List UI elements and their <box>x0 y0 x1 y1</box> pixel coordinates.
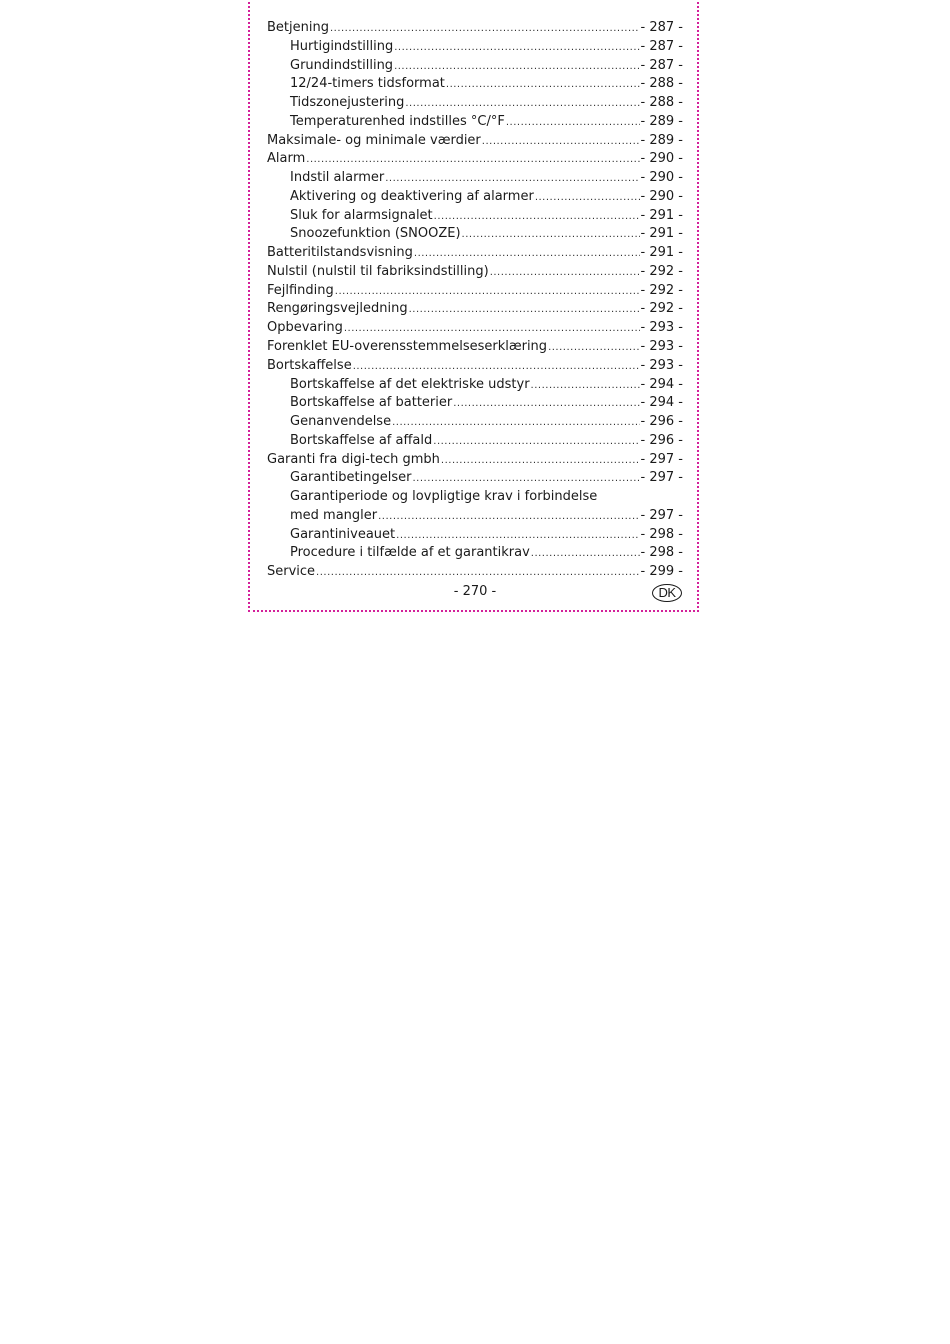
toc-entry-page: - 298 - <box>640 526 683 542</box>
toc-dot-leader <box>396 527 639 546</box>
toc-entry-page: - 290 - <box>640 188 683 204</box>
toc-dot-leader <box>353 358 640 377</box>
toc-entry-page: - 296 - <box>640 414 683 430</box>
toc-entry-title: Aktivering og deaktivering af alarmer <box>290 188 534 204</box>
toc-dot-leader <box>434 208 640 227</box>
toc-entry-page: - 291 - <box>640 245 683 261</box>
toc-entry-page: - 291 - <box>640 207 683 223</box>
toc-entry-page: - 289 - <box>640 113 683 129</box>
toc-entry-page: - 294 - <box>640 395 683 411</box>
toc-entry-title: Hurtigindstilling <box>290 38 394 54</box>
toc-entry-title: Grundindstilling <box>290 57 394 73</box>
toc-entry-page: - 292 - <box>640 282 683 298</box>
toc-entry-title: Garantiniveauet <box>290 526 396 542</box>
toc-dot-leader <box>306 151 639 170</box>
toc-dot-leader <box>531 545 640 564</box>
toc-entry[interactable] <box>267 488 683 507</box>
toc-entry[interactable] <box>267 394 683 413</box>
toc-entry-title: Garanti fra digi-tech gmbh <box>267 451 440 467</box>
toc-dot-leader <box>394 58 639 77</box>
toc-entry[interactable] <box>267 282 683 301</box>
toc-entry[interactable] <box>267 94 683 113</box>
toc-entry-page: - 290 - <box>640 170 683 186</box>
toc-entry-page: - 287 - <box>640 57 683 73</box>
toc-entry-title: Bortskaffelse af affald <box>290 432 433 448</box>
toc-entry-page: - 293 - <box>640 320 683 336</box>
toc-entry-page: - 287 - <box>640 38 683 54</box>
toc-entry-page: - 292 - <box>640 301 683 317</box>
toc-dot-leader <box>405 95 639 114</box>
toc-entry-page: - 293 - <box>640 357 683 373</box>
toc-entry[interactable] <box>267 38 683 57</box>
toc-entry-title: Garantibetingelser <box>290 470 412 486</box>
toc-entry-page: - 288 - <box>640 95 683 111</box>
toc-dot-leader <box>441 452 640 471</box>
toc-entry[interactable] <box>267 75 683 94</box>
toc-dot-leader <box>316 564 639 583</box>
toc-dot-leader <box>412 470 639 489</box>
page-number: - 270 - <box>453 584 497 599</box>
toc-dot-leader <box>378 508 639 527</box>
language-badge: DK <box>652 584 682 602</box>
toc-entry-page: - 297 - <box>640 451 683 467</box>
table-of-contents <box>267 19 683 582</box>
toc-entry[interactable] <box>267 169 683 188</box>
toc-dot-leader <box>462 226 640 245</box>
toc-dot-leader <box>394 39 639 58</box>
toc-entry-title: Rengøringsvejledning <box>267 301 408 317</box>
toc-entry[interactable] <box>267 338 683 357</box>
toc-dot-leader <box>490 264 640 283</box>
toc-entry[interactable] <box>267 376 683 395</box>
toc-entry[interactable] <box>267 300 683 319</box>
toc-entry-title: Indstil alarmer <box>290 170 385 186</box>
toc-dot-leader <box>506 114 640 133</box>
toc-entry-title: Batteritilstandsvisning <box>267 245 413 261</box>
toc-dot-leader <box>409 301 640 320</box>
toc-entry[interactable] <box>267 451 683 470</box>
toc-entry-page: - 297 - <box>640 507 683 523</box>
toc-entry-page: - 294 - <box>640 376 683 392</box>
toc-entry[interactable] <box>267 319 683 338</box>
toc-dot-leader <box>535 189 640 208</box>
toc-entry-title: Betjening <box>267 20 329 35</box>
toc-entry[interactable] <box>267 19 683 38</box>
toc-entry-title: Bortskaffelse <box>267 357 352 373</box>
toc-entry-title: Opbevaring <box>267 320 343 336</box>
toc-entry-page: - 291 - <box>640 226 683 242</box>
toc-entry-title: Fejlfinding <box>267 282 334 298</box>
toc-entry[interactable] <box>267 413 683 432</box>
toc-entry[interactable] <box>267 544 683 563</box>
toc-dot-leader <box>433 433 639 452</box>
toc-entry[interactable] <box>267 469 683 488</box>
toc-entry-page: - 296 - <box>640 432 683 448</box>
toc-entry-page: - 298 - <box>640 545 683 561</box>
toc-entry[interactable] <box>267 207 683 226</box>
toc-entry-title: Bortskaffelse af batterier <box>290 395 453 411</box>
toc-dot-leader <box>482 133 640 152</box>
toc-entry-title: Alarm <box>267 151 306 167</box>
toc-entry-title: 12/24-timers tidsformat <box>290 76 445 92</box>
toc-entry-title: Genanvendelse <box>290 414 392 430</box>
toc-entry-page: - 299 - <box>640 564 683 580</box>
toc-entry-title: Nulstil (nulstil til fabriksindstilling) <box>267 263 489 279</box>
toc-entry-title: Snoozefunktion (SNOOZE) <box>290 226 461 242</box>
toc-entry-title: Tidszonejustering <box>290 95 405 111</box>
toc-dot-leader <box>330 20 640 39</box>
toc-dot-leader <box>344 320 640 339</box>
toc-entry[interactable] <box>267 563 683 582</box>
toc-entry-page: - 288 - <box>640 76 683 92</box>
toc-entry-title: Bortskaffelse af det elektriske udstyr <box>290 376 530 392</box>
toc-entry-page: - 287 - <box>640 20 683 35</box>
toc-entry-page: - 293 - <box>640 339 683 355</box>
toc-entry-page: - 292 - <box>640 263 683 279</box>
toc-entry-page: - 297 - <box>640 470 683 486</box>
toc-dot-leader <box>531 377 640 396</box>
toc-dot-leader <box>446 76 640 95</box>
toc-entry[interactable] <box>267 244 683 263</box>
toc-entry[interactable] <box>267 357 683 376</box>
toc-entry-title: Sluk for alarmsignalet <box>290 207 433 223</box>
toc-entry[interactable] <box>267 507 683 526</box>
toc-entry-title: Garantiperiode og lovpligtige krav i forbindelse <box>290 489 598 505</box>
toc-entry-page: - 289 - <box>640 132 683 148</box>
toc-dot-leader <box>385 170 639 189</box>
toc-entry[interactable] <box>267 57 683 76</box>
toc-entry[interactable] <box>267 432 683 451</box>
toc-entry-title: Forenklet EU-overensstemmelseserklæring <box>267 339 548 355</box>
toc-entry[interactable] <box>267 132 683 151</box>
toc-entry-title: Maksimale- og minimale værdier <box>267 132 481 148</box>
toc-entry[interactable] <box>267 113 683 132</box>
toc-entry-title: Procedure i tilfælde af et garantikrav <box>290 545 530 561</box>
toc-dot-leader <box>548 339 639 358</box>
toc-entry-title: Service <box>267 564 316 580</box>
toc-entry[interactable] <box>267 188 683 207</box>
toc-entry[interactable] <box>267 263 683 282</box>
toc-entry-title: med mangler <box>290 507 378 523</box>
toc-entry[interactable] <box>267 526 683 545</box>
toc-dot-leader <box>335 283 640 302</box>
toc-dot-leader <box>414 245 640 264</box>
toc-dot-leader <box>392 414 639 433</box>
toc-entry[interactable] <box>267 225 683 244</box>
toc-entry-title: Temperaturenhed indstilles °C/°F <box>290 113 505 129</box>
toc-entry[interactable] <box>267 150 683 169</box>
toc-dot-leader <box>453 395 639 414</box>
toc-entry-page: - 290 - <box>640 151 683 167</box>
